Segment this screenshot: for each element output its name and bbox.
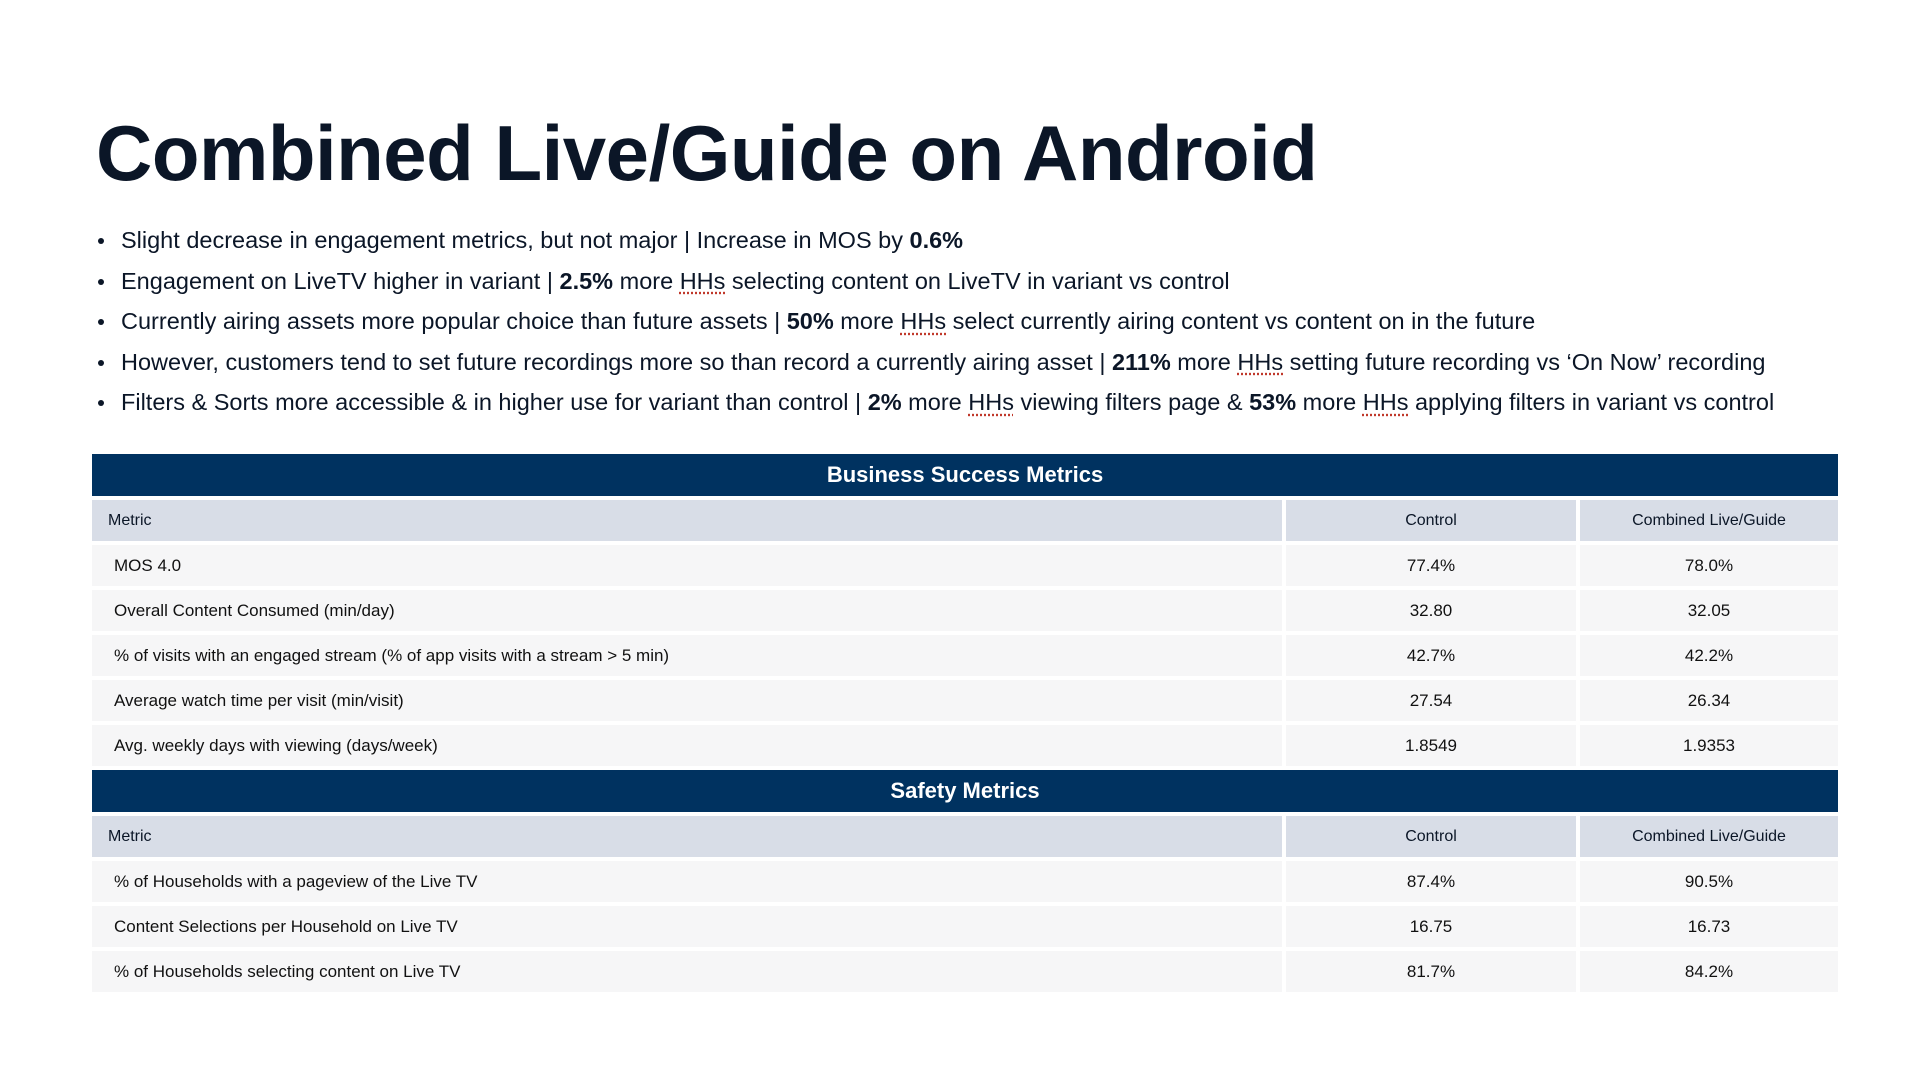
variant-value: 32.05: [1580, 590, 1838, 631]
bullet-text: Slight decrease in engagement metrics, but not major | Increase in MOS by: [121, 227, 910, 253]
metrics-table: [92, 454, 1838, 992]
safety-metrics-header: Safety Metrics: [92, 770, 1838, 812]
control-value: 16.75: [1286, 906, 1576, 947]
variant-value: 1.9353: [1580, 725, 1838, 766]
bullet-text: more: [833, 308, 901, 334]
business-metrics-header: Business Success Metrics: [92, 454, 1838, 496]
metric-name: Content Selections per Household on Live TV: [92, 906, 1282, 947]
table-row: [92, 635, 1838, 676]
metric-name: Avg. weekly days with viewing (days/week): [92, 725, 1282, 766]
bullet-term: HHs: [900, 308, 947, 334]
bullet-text: more: [1296, 389, 1363, 415]
bullet-highlight-value: 53%: [1249, 389, 1297, 415]
bullet-text: setting future recording vs ‘On Now’ recording: [1283, 348, 1766, 375]
variant-value: 42.2%: [1580, 635, 1838, 676]
bullet-term: HHs: [1237, 348, 1284, 375]
control-value: 27.54: [1286, 680, 1576, 721]
bullet-highlight-value: 50%: [786, 308, 834, 334]
table-row: [92, 725, 1838, 766]
summary-bullets: [96, 220, 1876, 423]
bullet-term: HHs: [1362, 389, 1409, 415]
metric-name: Average watch time per visit (min/visit): [92, 680, 1282, 721]
variant-value: 90.5%: [1580, 861, 1838, 902]
metric-name: % of visits with an engaged stream (% of app visits with a stream > 5 min): [92, 635, 1282, 676]
bullet-highlight-value: 2%: [867, 389, 902, 415]
column-header-variant: Combined Live/Guide: [1580, 500, 1838, 541]
bullet-text: Currently airing assets more popular choice than future assets |: [121, 308, 787, 334]
metric-name: Overall Content Consumed (min/day): [92, 590, 1282, 631]
column-header-metric: Metric: [92, 816, 1282, 857]
bullet-term: HHs: [679, 267, 726, 294]
bullet-text: viewing filters page &: [1013, 389, 1250, 415]
column-header-variant: Combined Live/Guide: [1580, 816, 1838, 857]
variant-value: 84.2%: [1580, 951, 1838, 992]
control-value: 81.7%: [1286, 951, 1576, 992]
bullet-1: [96, 220, 1876, 261]
column-header-control: Control: [1286, 816, 1576, 857]
control-value: 1.8549: [1286, 725, 1576, 766]
bullet-text: select currently airing content vs content on in the future: [946, 308, 1536, 334]
bullet-text: more: [901, 389, 969, 415]
metric-name: % of Households selecting content on Live TV: [92, 951, 1282, 992]
safety-column-headers: [92, 816, 1838, 857]
control-value: 32.80: [1286, 590, 1576, 631]
table-row: [92, 906, 1838, 947]
bullet-text: more: [1170, 348, 1238, 375]
control-value: 87.4%: [1286, 861, 1576, 902]
table-row: [92, 861, 1838, 902]
variant-value: 16.73: [1580, 906, 1838, 947]
bullet-highlight-value: 211%: [1111, 348, 1171, 375]
bullet-5: [96, 382, 1876, 423]
bullet-text: However, customers tend to set future recordings more so than record a currently airing asset |: [121, 348, 1112, 375]
metric-name: MOS 4.0: [92, 545, 1282, 586]
bullet-text: more: [613, 267, 680, 294]
business-column-headers: [92, 500, 1838, 541]
metric-name: % of Households with a pageview of the Live TV: [92, 861, 1282, 902]
bullet-4: [96, 342, 1876, 383]
table-row: [92, 590, 1838, 631]
variant-value: 26.34: [1580, 680, 1838, 721]
column-header-control: Control: [1286, 500, 1576, 541]
table-row: [92, 951, 1838, 992]
bullet-highlight-value: 0.6%: [909, 227, 964, 253]
column-header-metric: Metric: [92, 500, 1282, 541]
bullet-text: applying filters in variant vs control: [1408, 389, 1775, 415]
control-value: 77.4%: [1286, 545, 1576, 586]
bullet-text: Filters & Sorts more accessible & in higher use for variant than control |: [121, 389, 868, 415]
bullet-highlight-value: 2.5%: [559, 267, 614, 294]
bullet-2: [96, 261, 1876, 302]
control-value: 42.7%: [1286, 635, 1576, 676]
page-title: Combined Live/Guide on Android: [96, 109, 1318, 197]
bullet-term: HHs: [968, 389, 1014, 415]
bullet-text: selecting content on LiveTV in variant vs control: [725, 267, 1230, 294]
variant-value: 78.0%: [1580, 545, 1838, 586]
table-row: [92, 680, 1838, 721]
bullet-3: [96, 301, 1876, 342]
bullet-text: Engagement on LiveTV higher in variant |: [121, 267, 560, 294]
table-row: [92, 545, 1838, 586]
